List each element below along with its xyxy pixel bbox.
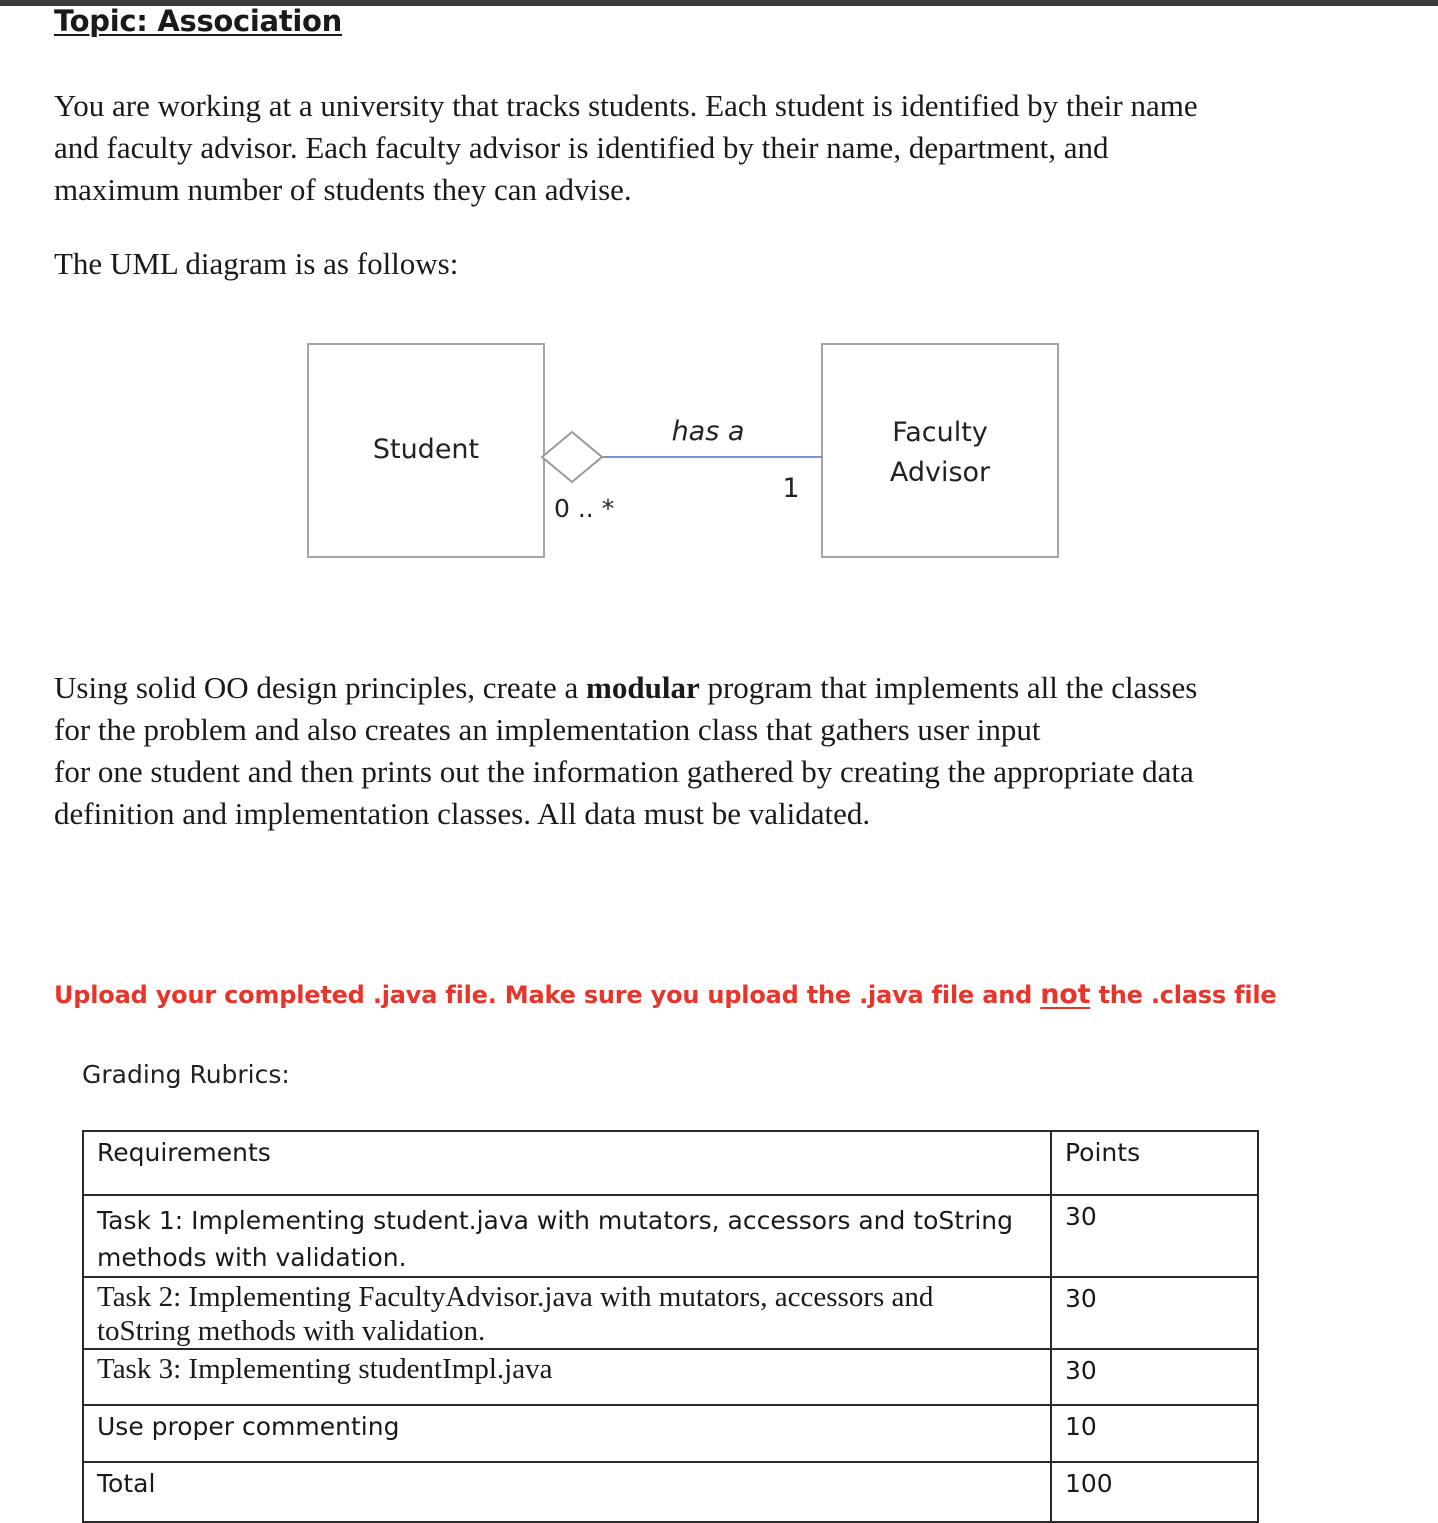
points-cell: 10 (1051, 1405, 1258, 1462)
table-row (83, 1277, 1258, 1349)
instructions-paragraph (54, 667, 1354, 835)
table-header-row (83, 1131, 1258, 1195)
faculty-label-line-2: Advisor (889, 457, 991, 488)
header-points: Points (1051, 1131, 1258, 1195)
intro-line-1: You are working at a university that tracks students. Each student is identified by their name (54, 88, 1198, 123)
upload-note-emphasis: not (1040, 979, 1091, 1010)
faculty-label-line-1: Faculty (892, 417, 988, 448)
requirement-cell: Use proper commenting (83, 1405, 1051, 1462)
upload-note-post: the .class file (1090, 981, 1277, 1009)
points-cell: 100 (1051, 1462, 1258, 1522)
points-cell: 30 (1051, 1195, 1258, 1277)
uml-faculty-advisor-label (821, 413, 1059, 493)
header-requirements: Requirements (83, 1131, 1051, 1195)
uml-relation-label: has a (671, 416, 745, 447)
points-cell: 30 (1051, 1349, 1258, 1405)
instructions-line-1-post: program that implements all the classes (699, 670, 1198, 705)
requirement-text-line-2: toString methods with validation. (97, 1315, 486, 1347)
uml-intro-text: The UML diagram is as follows: (54, 246, 459, 281)
table-row (83, 1349, 1258, 1405)
requirement-cell (83, 1195, 1051, 1277)
table-row-total (83, 1462, 1258, 1522)
uml-student-label: Student (372, 434, 480, 465)
intro-line-3: maximum number of students they can advise. (54, 172, 632, 207)
requirement-text: Implementing studentImpl.java (188, 1353, 553, 1385)
requirement-text-prefix: Task 3: (97, 1353, 189, 1385)
requirement-cell: Total (83, 1462, 1051, 1522)
requirement-cell (83, 1349, 1051, 1405)
requirement-text-line-1: Task 2: Implementing FacultyAdvisor.java with mutators, accessors and (97, 1281, 934, 1313)
instructions-line-3: for one student and then prints out the information gathered by creating the appropriate data (54, 754, 1194, 789)
upload-instruction (54, 979, 1277, 1010)
table-row (83, 1195, 1258, 1277)
grading-rubric-table (82, 1130, 1259, 1523)
upload-note-pre: Upload your completed .java file. Make sure you upload the .java file and (54, 981, 1041, 1009)
instructions-line-1-pre: Using solid OO design principles, create a (54, 670, 587, 705)
instructions-line-2: for the problem and also creates an implementation class that gathers user input (54, 712, 1041, 747)
rubric-title: Grading Rubrics: (82, 1060, 290, 1089)
requirement-text-line-1: Task 1: Implementing student.java with mutators, accessors and toString (97, 1206, 1014, 1235)
requirement-text-line-2: methods with validation. (97, 1243, 407, 1272)
uml-multiplicity-faculty: 1 (782, 473, 800, 504)
instructions-line-1 (54, 667, 1354, 709)
instructions-line-4: definition and implementation classes. All data must be validated. (54, 796, 871, 831)
requirement-cell (83, 1277, 1051, 1349)
intro-line-2: and faculty advisor. Each faculty advisor is identified by their name, department, and (54, 130, 1109, 165)
uml-multiplicity-student: 0 .. * (554, 494, 615, 523)
instructions-emphasis-modular: modular (586, 670, 700, 705)
aggregation-diamond-icon (542, 432, 602, 482)
points-cell: 30 (1051, 1277, 1258, 1349)
table-row (83, 1405, 1258, 1462)
page-title: Topic: Association (54, 4, 342, 38)
